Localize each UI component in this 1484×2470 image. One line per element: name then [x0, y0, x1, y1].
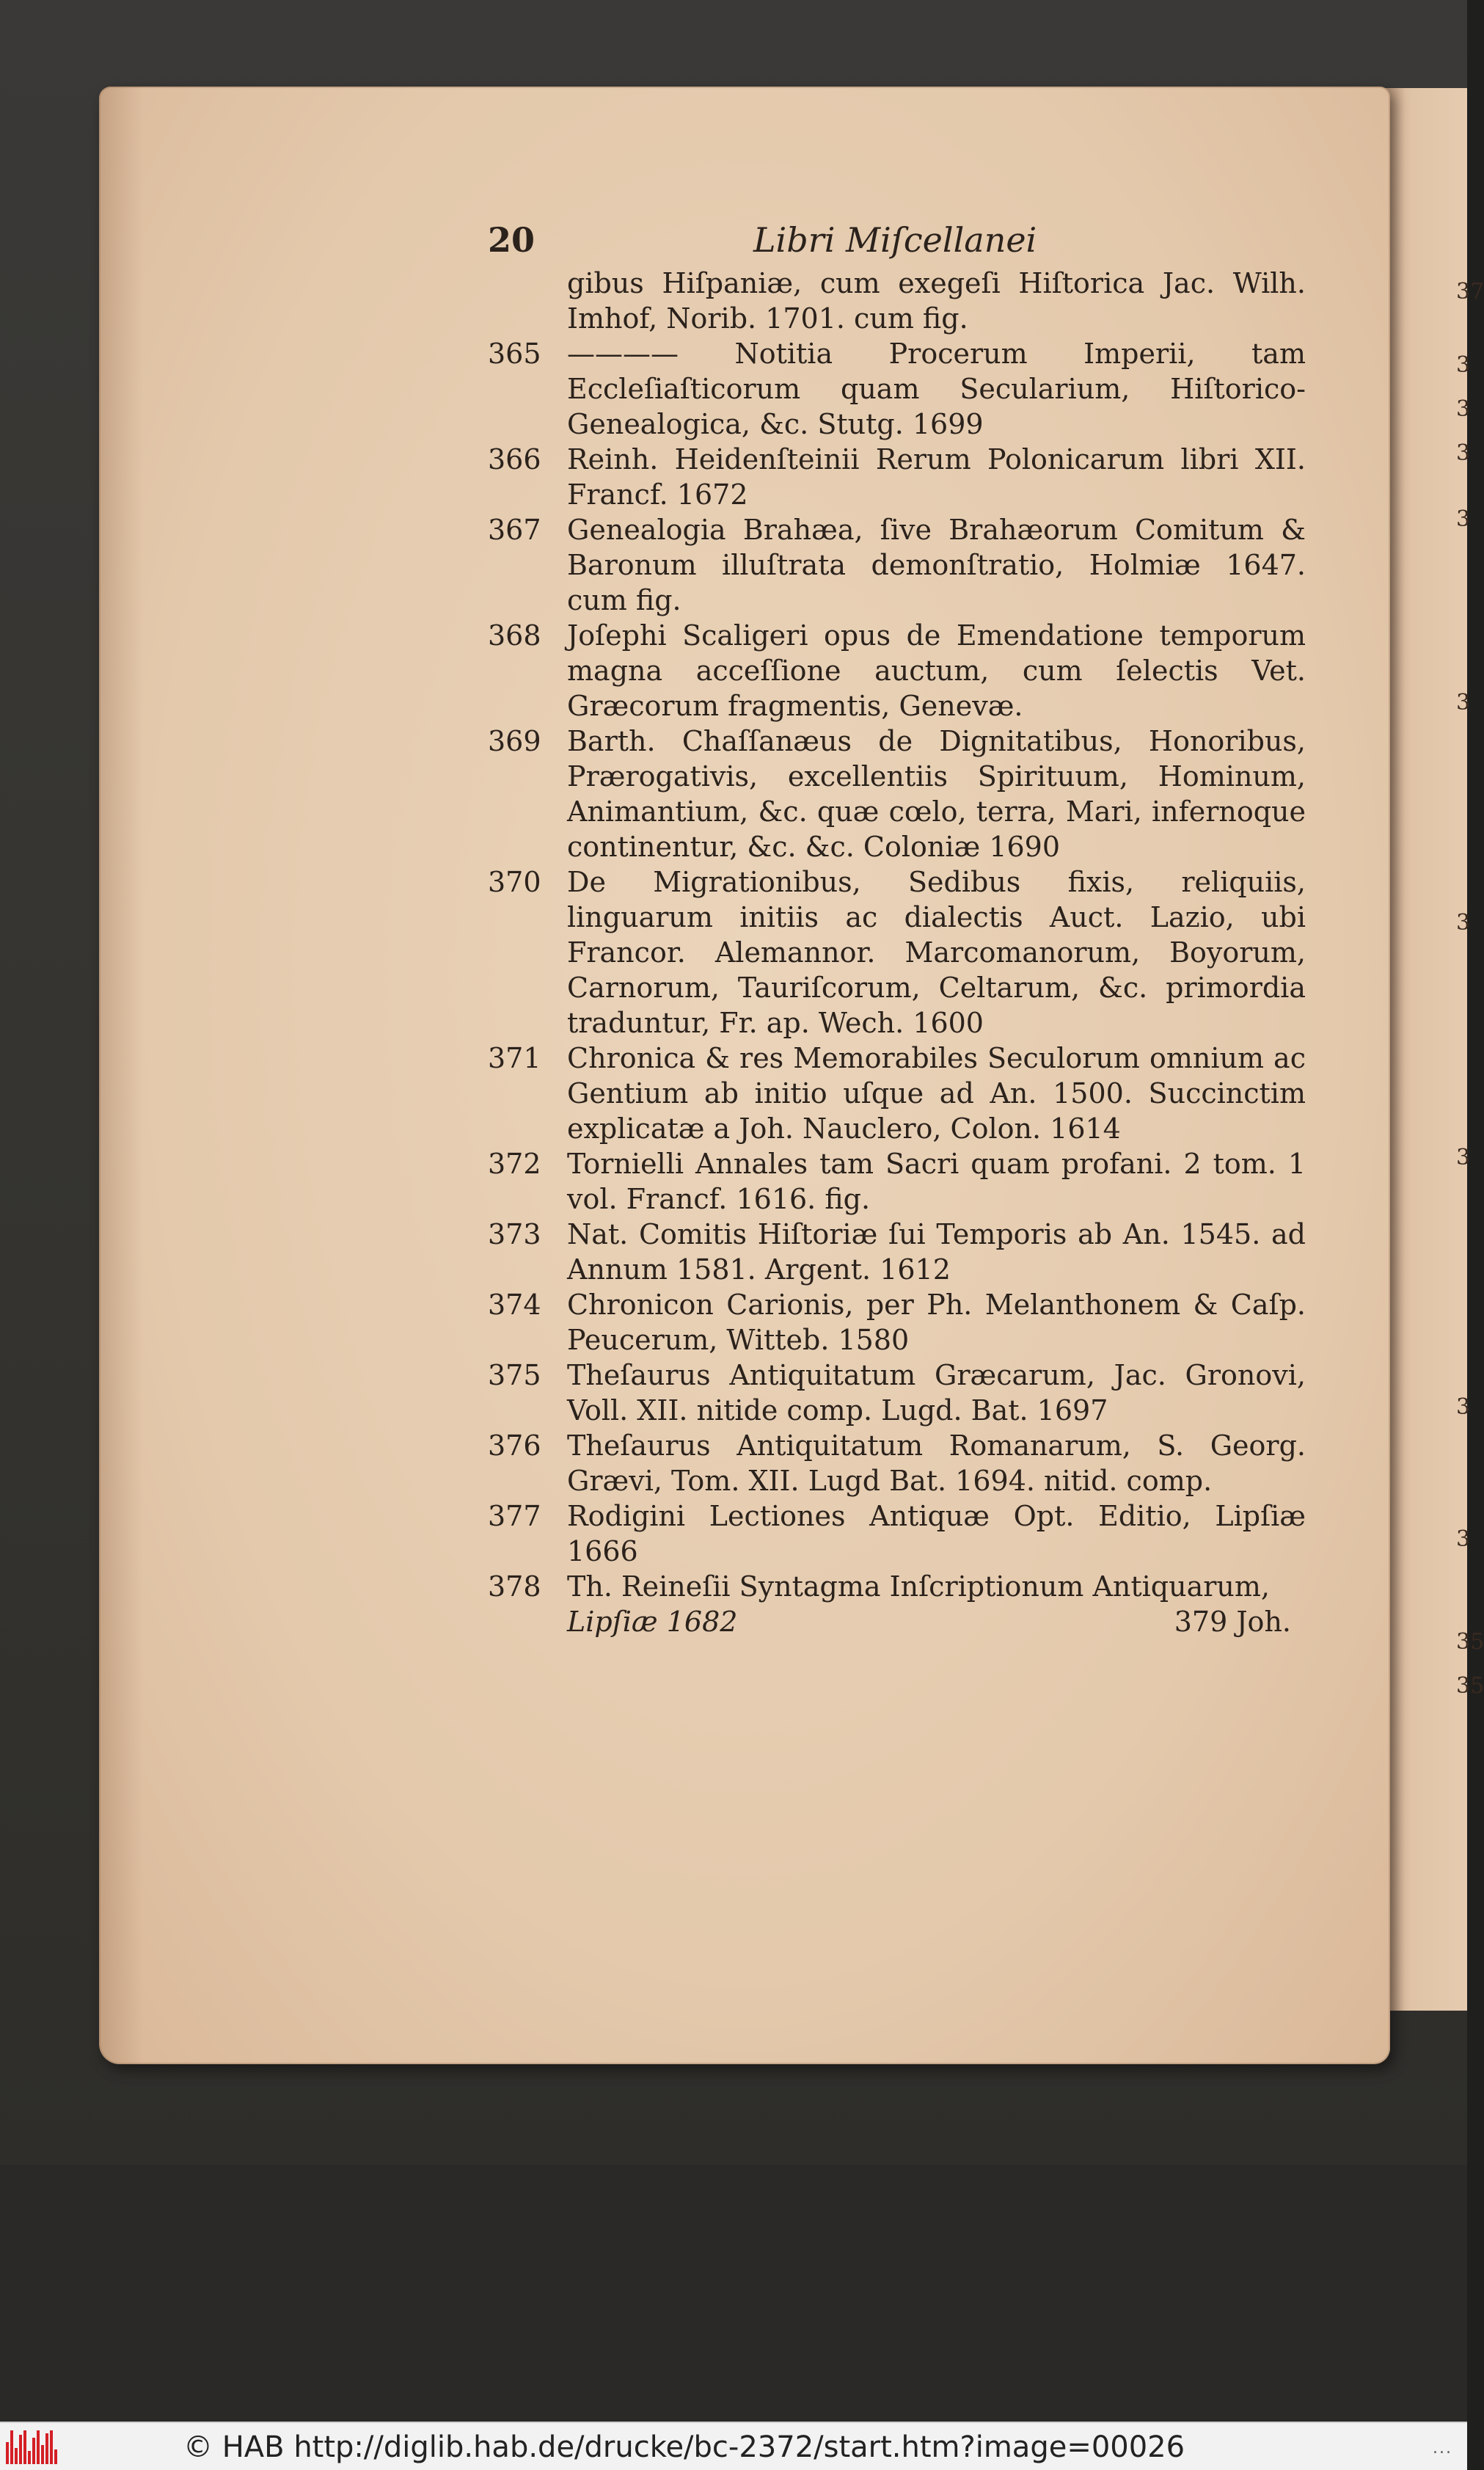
logo-bar — [10, 2430, 13, 2464]
scanner-background-lower — [0, 2165, 1467, 2422]
facing-page-fragment: 3 — [1456, 506, 1471, 532]
catalogue-entry — [488, 1428, 1306, 1498]
running-title: Libri Miſcellanei — [753, 220, 1037, 260]
copyright-url[interactable]: © HAB http://diglib.hab.de/drucke/bc-2372/start.htm?image=00026 — [183, 2430, 1185, 2464]
entry-text: Barth. Chaſſanæus de Dignitatibus, Honoribus, Prærogativis, excellentiis Spirituum, Hominum, Animantium, &c. quæ cœlo, terra, Mari, infernoque continentur, &c. &c. Coloniæ 1690 — [567, 725, 1306, 863]
hab-logo-icon — [6, 2430, 62, 2464]
entry-text: Rodigini Lectiones Antiquæ Opt. Editio, Lipſiæ 1666 — [567, 1500, 1306, 1567]
facing-page-fragment: 3 — [1456, 1394, 1471, 1420]
page-number: 20 — [488, 220, 536, 260]
catalogue-entries — [488, 266, 1306, 1639]
entry-text: Reinh. Heidenſteinii Rerum Polonicarum libri XII. Francf. 1672 — [567, 443, 1306, 511]
entry-number: 378 — [488, 1570, 541, 1603]
catalogue-entry — [488, 266, 1306, 336]
catalogue-entry — [488, 1146, 1306, 1217]
facing-page-fragment: 3 — [1456, 1526, 1471, 1552]
logo-bar — [6, 2442, 9, 2464]
logo-bar — [23, 2430, 26, 2464]
final-line — [488, 1604, 1306, 1639]
entry-number: 365 — [488, 338, 541, 370]
entry-number: 377 — [488, 1500, 541, 1532]
catalogue-entry — [488, 618, 1306, 724]
facing-page-fragment: 3 — [1456, 352, 1471, 378]
facing-page-fragment: 3 — [1456, 1145, 1471, 1170]
facing-page-fragment: 3 — [1456, 396, 1471, 422]
logo-bar — [37, 2430, 40, 2464]
entry-number: 370 — [488, 866, 541, 898]
entry-number: 372 — [488, 1148, 541, 1180]
catalogue-entry — [488, 724, 1306, 864]
entry-text: De Migrationibus, Sedibus fixis, reliquiis, linguarum initiis ac dialectis Auct. Lazio, ubi Francor. Alemannor. Marcomanorum, Boyorum, Carnorum, Tauriſcorum, Celtarum, &c. primordia traduntur, Fr. ap. Wech. 1600 — [567, 866, 1306, 1039]
logo-bar — [28, 2451, 31, 2464]
catalogue-entry — [488, 1287, 1306, 1358]
entry-text: Chronicon Carionis, per Ph. Melanthonem & Caſp. Peucerum, Witteb. 1580 — [567, 1289, 1306, 1356]
catchword: 379 Joh. — [1174, 1606, 1291, 1638]
entry-text: Theſaurus Antiquitatum Romanarum, S. Georg. Grævi, Tom. XII. Lugd Bat. 1694. nitid. comp. — [567, 1429, 1306, 1497]
facing-page-fragment: 37 — [1456, 279, 1484, 305]
logo-bar — [54, 2449, 57, 2464]
page-edge-shadow — [99, 87, 143, 2064]
facing-page-fragment: 35 — [1456, 1673, 1484, 1699]
entry-number: 368 — [488, 619, 541, 652]
entry-number: 367 — [488, 514, 541, 546]
catalogue-entry — [488, 442, 1306, 512]
facing-page-fragment: 3 — [1456, 690, 1471, 715]
logo-bar — [32, 2438, 35, 2464]
catalogue-entry — [488, 512, 1306, 618]
logo-bar — [19, 2435, 22, 2464]
logo-bar — [45, 2433, 48, 2464]
imprint-place-year: Lipſiæ 1682 — [567, 1606, 738, 1638]
catalogue-entry — [488, 864, 1306, 1041]
entry-number: 374 — [488, 1289, 541, 1321]
page-header — [488, 220, 1295, 264]
logo-bar — [15, 2448, 18, 2464]
facing-page-fragment: 35 — [1456, 1629, 1484, 1655]
entry-text: Th. Reineſii Syntagma Inſcriptionum Antiquarum, — [567, 1570, 1271, 1603]
entry-text: ———— Notitia Procerum Imperii, tam Eccleſiaſticorum quam Secularium, Hiſtorico-Genealogica, &c. Stutg. 1699 — [567, 338, 1306, 440]
catalogue-entry — [488, 1358, 1306, 1428]
facing-page-fragment: 3 — [1456, 910, 1471, 936]
catalogue-entry — [488, 1041, 1306, 1146]
entry-text: Tornielli Annales tam Sacri quam profani. 2 tom. 1 vol. Francf. 1616. fig. — [567, 1148, 1306, 1215]
entry-number: 369 — [488, 725, 541, 757]
entry-text: Chronica & res Memorabiles Seculorum omnium ac Gentium ab initio uſque ad An. 1500. Succinctim explicatæ a Joh. Nauclero, Colon. 1614 — [567, 1042, 1306, 1145]
entry-text: Joſephi Scaligeri opus de Emendatione temporum magna acceſſione auctum, cum ſelectis Vet. Græcorum fragmentis, Genevæ. — [567, 619, 1306, 722]
entry-number: 375 — [488, 1359, 541, 1391]
catalogue-entry — [488, 1498, 1306, 1569]
entry-number: 371 — [488, 1042, 541, 1074]
catalogue-entry — [488, 1217, 1306, 1287]
catalogue-entry — [488, 336, 1306, 442]
entry-number: 373 — [488, 1218, 541, 1250]
entry-text: Genealogia Brahæa, ſive Brahæorum Comitum & Baronum illuſtrata demonſtratio, Holmiæ 1647. cum fig. — [567, 514, 1306, 616]
entry-number: 376 — [488, 1429, 541, 1462]
entry-text: gibus Hiſpaniæ, cum exegeſi Hiſtorica Jac. Wilh. Imhof, Norib. 1701. cum fig. — [567, 267, 1306, 335]
entry-number: 366 — [488, 443, 541, 476]
viewer-footer — [0, 2422, 1467, 2470]
logo-bar — [41, 2445, 44, 2464]
entry-text: Nat. Comitis Hiſtoriæ ſui Temporis ab An. 1545. ad Annum 1581. Argent. 1612 — [567, 1218, 1306, 1286]
catalogue-entry — [488, 1569, 1306, 1604]
entry-text: Theſaurus Antiquitatum Græcarum, Jac. Gronovi, Voll. XII. nitide comp. Lugd. Bat. 1697 — [567, 1359, 1306, 1427]
logo-bar — [50, 2430, 53, 2464]
more-icon[interactable]: ... — [1433, 2439, 1452, 2458]
facing-page-fragment: 3 — [1456, 440, 1471, 466]
